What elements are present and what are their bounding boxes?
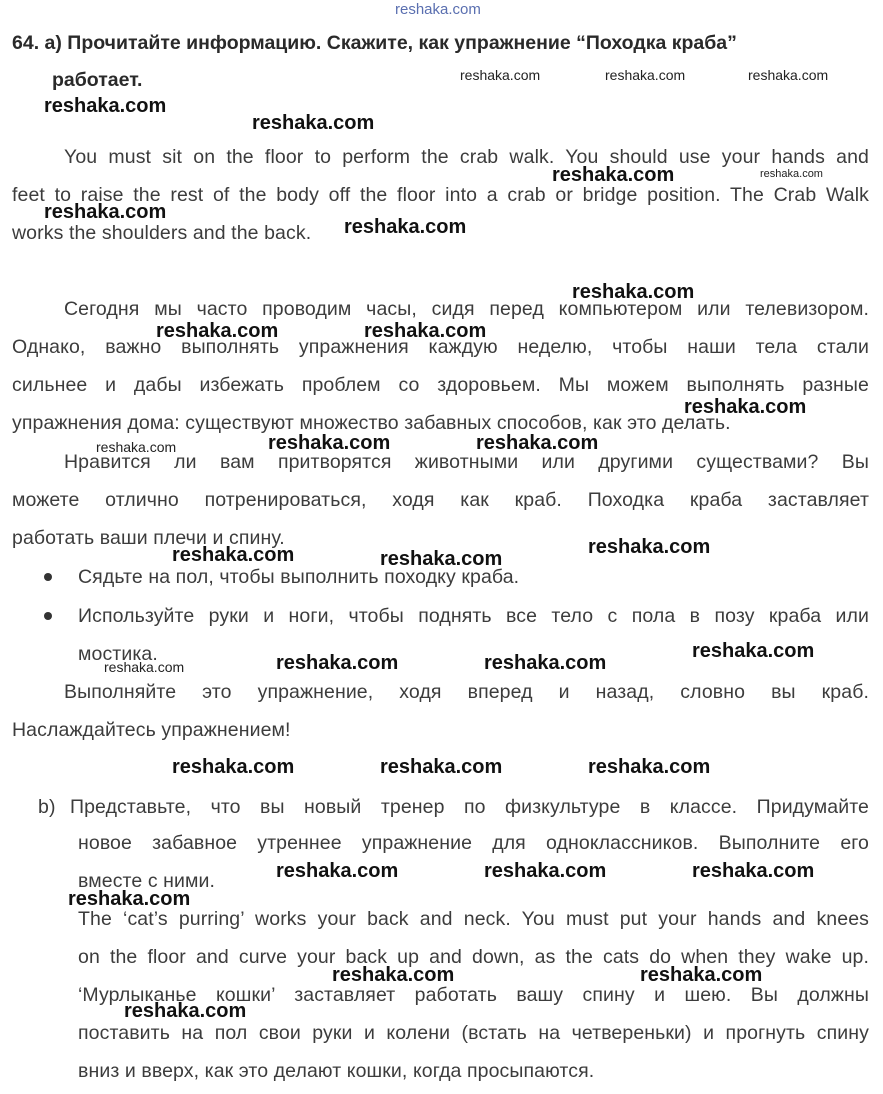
bullet-item-text: Используйте руки и ноги, чтобы поднять все тело с пола в позу краба или — [78, 605, 869, 627]
russian-text-line: работать ваши плечи и спину. — [12, 527, 285, 549]
russian-text-line: можете отлично потренироваться, ходя как краб. Походка краба заставляет — [12, 489, 869, 511]
watermark: reshaka.com — [476, 432, 599, 454]
bullet-dot — [44, 573, 52, 581]
watermark: reshaka.com — [484, 860, 607, 882]
watermark: reshaka.com — [460, 67, 541, 83]
watermark: reshaka.com — [684, 396, 807, 418]
answer-russian-line: поставить на пол свои руки и колени (встать на четвереньки) и прогнуть спину — [78, 1022, 869, 1044]
english-text-line: feet to raise the rest of the body off the floor into a crab or bridge position. The Crab Walk — [12, 184, 869, 206]
russian-text-line: Однако, важно выполнять упражнения каждую неделю, чтобы наши тела стали — [12, 336, 869, 358]
russian-text-line: Нравится ли вам притворятся животными или другими существами? Вы — [64, 451, 869, 473]
answer-english-line: on the floor and curve your back up and down, as the cats do when they wake up. — [78, 946, 869, 968]
watermark: reshaka.com — [172, 544, 295, 566]
bullet-item-text: Сядьте на пол, чтобы выполнить походку краба. — [78, 566, 520, 588]
english-text-line: You must sit on the floor to perform the crab walk. You should use your hands and — [64, 146, 869, 168]
russian-text-line: Выполняйте это упражнение, ходя вперед и назад, словно вы краб. — [64, 681, 869, 703]
bullet-item-text: мостика. — [78, 643, 158, 665]
answer-english-line: The ‘cat’s purring’ works your back and neck. You must put your hands and knees — [78, 908, 869, 930]
watermark: reshaka.com — [380, 756, 503, 778]
watermark: reshaka.com — [172, 756, 295, 778]
watermark: reshaka.com — [692, 640, 815, 662]
task-b-instruction-line: Представьте, что вы новый тренер по физкультуре в классе. Придумайте — [70, 796, 869, 818]
watermark: reshaka.com — [380, 548, 503, 570]
watermark: reshaka.com — [640, 964, 763, 986]
task-number: 64. — [12, 32, 40, 54]
watermark: reshaka.com — [552, 164, 675, 186]
russian-text-line: Сегодня мы часто проводим часы, сидя перед компьютером или телевизором. — [64, 298, 869, 320]
bullet-dot — [44, 612, 52, 620]
watermark: reshaka.com — [276, 860, 399, 882]
task-a-instruction-line1: Прочитайте информацию. Скажите, как упражнение “Походка краба” — [67, 32, 737, 54]
watermark: reshaka.com — [276, 652, 399, 674]
task-a-header — [12, 31, 737, 55]
task-letter-b: b) — [38, 796, 56, 818]
watermark: reshaka.com — [44, 201, 167, 223]
answer-russian-line: ‘Мурлыканье кошки’ заставляет работать вашу спину и шею. Вы должны — [78, 984, 869, 1006]
watermark: reshaka.com — [344, 216, 467, 238]
task-a-instruction-line2: работает. — [52, 69, 143, 91]
russian-text-line: сильнее и дабы избежать проблем со здоровьем. Мы можем выполнять разные — [12, 374, 869, 396]
english-text-line: works the shoulders and the back. — [12, 222, 312, 244]
watermark: reshaka.com — [268, 432, 391, 454]
watermark: reshaka.com — [332, 964, 455, 986]
answer-russian-line: вниз и вверх, как это делают кошки, когда просыпаются. — [78, 1060, 595, 1082]
task-b-instruction-line: новое забавное утреннее упражнение для одноклассников. Выполните его — [78, 832, 869, 854]
watermark: reshaka.com — [44, 95, 167, 117]
watermark: reshaka.com — [96, 439, 177, 455]
watermark: reshaka.com — [605, 67, 686, 83]
watermark: reshaka.com — [572, 281, 695, 303]
watermark: reshaka.com — [588, 756, 711, 778]
watermark: reshaka.com — [692, 860, 815, 882]
watermark: reshaka.com — [68, 888, 191, 910]
watermark: reshaka.com — [484, 652, 607, 674]
russian-text-line: Наслаждайтесь упражнением! — [12, 719, 291, 741]
watermark: reshaka.com — [748, 67, 829, 83]
watermark: reshaka.com — [156, 320, 279, 342]
watermark: reshaka.com — [124, 1000, 247, 1022]
watermark: reshaka.com — [760, 168, 823, 180]
russian-text-line: упражнения дома: существуют множество забавных способов, как это делать. — [12, 412, 731, 434]
watermark: reshaka.com — [588, 536, 711, 558]
task-b-instruction-line: вместе с ними. — [78, 870, 216, 892]
watermark: reshaka.com — [252, 112, 375, 134]
watermark: reshaka.com — [395, 1, 481, 18]
watermark: reshaka.com — [104, 659, 185, 675]
task-letter-a: a) — [44, 32, 62, 54]
watermark: reshaka.com — [364, 320, 487, 342]
